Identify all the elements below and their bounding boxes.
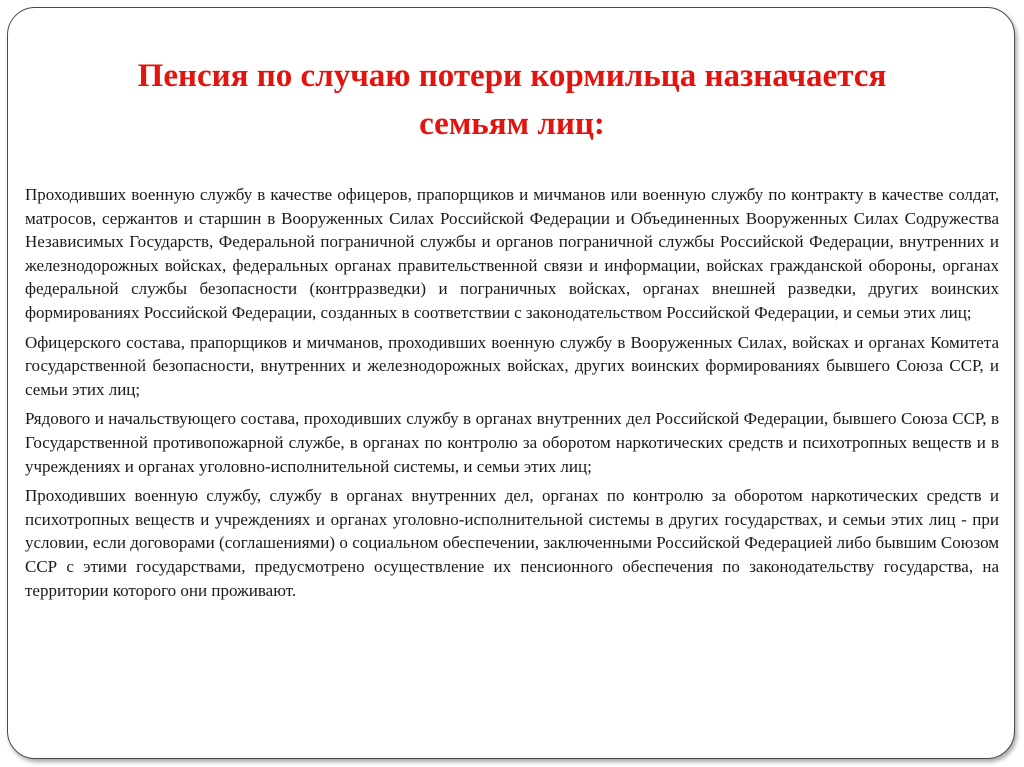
title-line-2: семьям лиц: (419, 106, 605, 142)
paragraph-internal-affairs: Рядового и начальствующего состава, проходивших службу в органах внутренних дел Российской Федерации, бывшего Союза ССР, в Государственной противопожарной службе, в органах по контролю за оборотом наркотических средств и психотропных веществ и в учреждениях и органах уголовно-исполнительной системы, и семьи этих лиц; (25, 409, 999, 476)
paragraph-officers-contract: Проходивших военную службу в качестве офицеров, прапорщиков и мичманов или военную службу по контракту в качестве солдат, матросов, сержантов и старшин в Вооруженных Силах Российской Федерации и Объединенных Вооруженных Силах Содружества Независимых Государств, Федеральной пограничной службы и органов пограничной службы Российской Федерации, внутренних и железнодорожных войсках, федеральных органах правительственной связи и информации, войсках гражданской обороны, органах федеральной службы безопасности (контрразведки) и пограничных войсках, органах внешней разведки, других воинских формированиях Российской Федерации, созданных в соответствии с законодательством Российской Федерации, и семьи этих лиц; (25, 185, 999, 322)
title-line-1: Пенсия по случаю потери кормильца назначается (137, 58, 887, 94)
slide-body (25, 183, 999, 602)
slide-title (40, 52, 984, 148)
paragraph-other-states: Проходивших военную службу, службу в органах внутренних дел, органах по контролю за оборотом наркотических средств и психотропных веществ и учреждениях и органах уголовно-исполнительной системы в других государствах, и семьи этих лиц - при условии, если договорами (соглашениями) о социальном обеспечении, заключенными Российской Федерацией либо бывшим Союзом ССР с этими государствами, предусмотрено осуществление их пенсионного обеспечения по законодательству государства, на территории которого они проживают. (25, 486, 999, 600)
paragraph-officers-ussr: Офицерского состава, прапорщиков и мичманов, проходивших военную службу в Вооруженных Силах, войсках и органах Комитета государственной безопасности, внутренних и железнодорожных войсках, других воинских формированиях бывшего Союза ССР, и семьи этих лиц; (25, 332, 999, 399)
